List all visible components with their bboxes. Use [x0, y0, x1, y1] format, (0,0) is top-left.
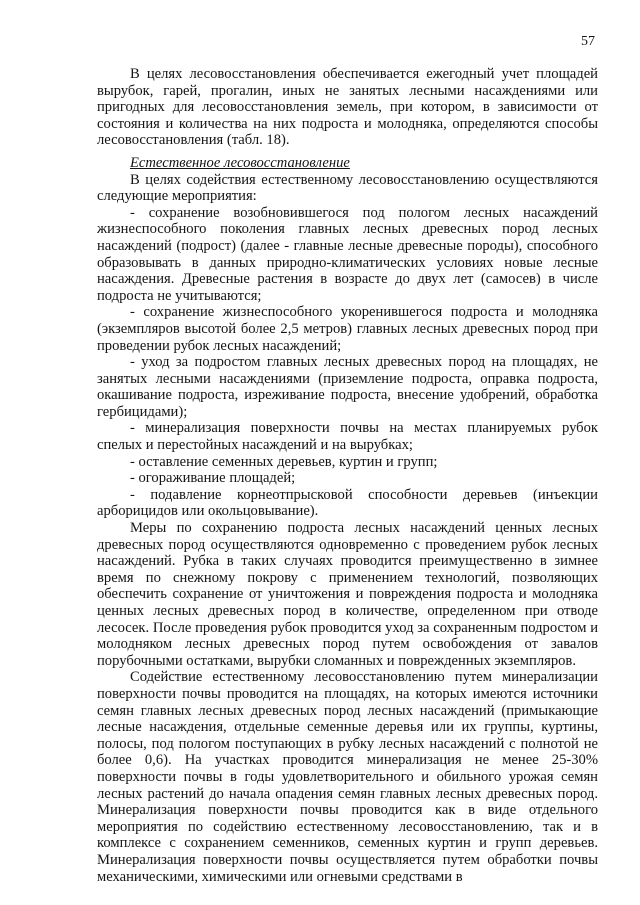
paragraph-undergrowth-preservation: Меры по сохранению подроста лесных насаждений ценных лесных древесных пород осуществляются одновременно с проведением рубок лесных насаждений. Рубка в таких случаях проводится преимущественно в зимнее время по снежному покрову с применением технологий, позволяющих обеспечить сохранение от уничтожения и повреждения подроста и молодняка ценных лесных древесных пород в количестве, определенном при отводе лесосек. После проведения рубок проводится уход за сохраненным подростом и молодняком лесных древесных пород путем освобождения от завалов порубочными остатками, вырубки сломанных и поврежденных экземпляров. [97, 520, 598, 669]
list-item: - оставление семенных деревьев, куртин и групп; [130, 453, 438, 470]
paragraph-soil-mineralization: Содействие естественному лесовосстановлению путем минерализации поверхности почвы проводится на площадях, на которых имеются источники семян главных лесных древесных пород лесных насаждений (примыкающие лесные насаждения, отдельные семенные деревья или их группы, куртины, полосы, под пологом поступающих в рубку лесных насаждений с полнотой не более 0,6). На участках проводится минерализация не менее 25-30% поверхности почвы в годы удовлетворительного и обильного урожая семян лесных растений до начала опадения семян главных лесных древесных пород. Минерализация поверхности почвы проводится как в виде отдельного мероприятия по содействию естественному лесовосстановлению, так и в комплексе с сохранением семенников, семенных куртин и групп деревьев. Минерализация поверхности почвы осуществляется путем обработки почвы механическими, химическими или огневыми средствами в [97, 669, 598, 885]
list-item: - сохранение жизнеспособного укоренившегося подроста и молодняка (экземпляров высотой более 2,5 метров) главных лесных древесных пород при проведении рубок лесных насаждений; [97, 304, 598, 354]
paragraph-measures-intro: В целях содействия естественному лесовосстановлению осуществляются следующие мероприятия: [97, 171, 598, 205]
page-number: 57 [581, 34, 595, 49]
list-item: - огораживание площадей; [130, 470, 296, 487]
document-body [97, 66, 598, 885]
list-item: - подавление корнеотпрысковой способности деревьев (инъекции арборицидов или окольцовывание). [97, 486, 598, 520]
list-item: - сохранение возобновившегося под пологом лесных насаждений жизнеспособного поколения главных лесных древесных пород лесных насаждений (подрост) (далее - главные лесные древесные породы), способного образовывать в данных природно-климатических условиях новые лесные насаждения. Древесные растения в возрасте до двух лет (самосев) в числе подроста не учитываются; [97, 204, 598, 304]
list-item: - минерализация поверхности почвы на местах планируемых рубок спелых и перестойных насаждений и на вырубках; [97, 420, 598, 454]
list-item: - уход за подростом главных лесных древесных пород на площадях, не занятых лесными насаждениями (приземление подроста, оправка подроста, окашивание подроста, изреживание подроста, внесение удобрений, обработка гербицидами); [97, 354, 598, 420]
paragraph-reforestation-accounting: В целях лесовосстановления обеспечивается ежегодный учет площадей вырубок, гарей, прогалин, иных не занятых лесными насаждениями или пригодных для лесовосстановления земель, при котором, в зависимости от состояния и количества на них подроста и молодняка, определяются способы лесовосстановления (табл. 18). [97, 66, 598, 149]
section-heading-natural-reforestation: Естественное лесовосстановление [130, 154, 350, 171]
